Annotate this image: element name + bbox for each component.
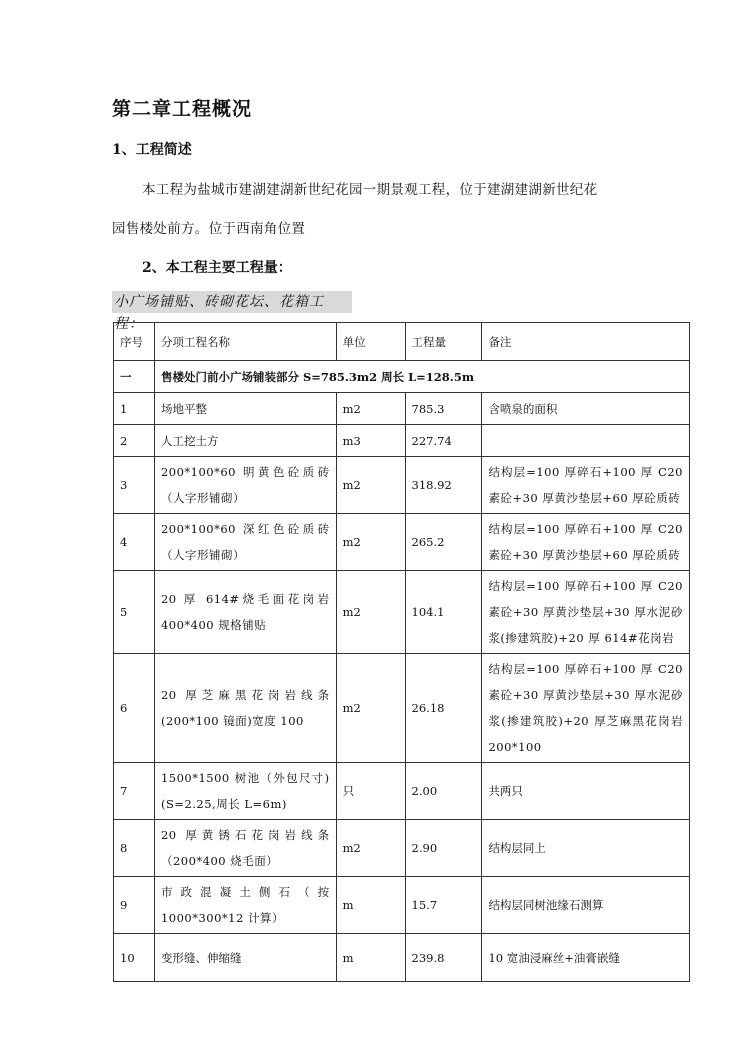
cell-note: 结构层=100 厚碎石+100 厚 C20 素砼+30 厚黄沙垫层+60 厚砼质砖 [482, 514, 690, 571]
cell-name: 变形缝、伸缩缝 [154, 934, 336, 982]
cell-note [482, 425, 690, 457]
cell-note: 结构层同树池缘石测算 [482, 877, 690, 934]
cell-unit: m2 [336, 571, 405, 654]
table-row [114, 514, 690, 571]
table-header-row [114, 323, 690, 361]
cell-name: 20 厚黄锈石花岗岩线条（200*400 烧毛面） [154, 820, 336, 877]
cell-qty: 227.74 [405, 425, 482, 457]
cell-no: 9 [114, 877, 155, 934]
cell-no: 6 [114, 654, 155, 763]
cell-qty: 239.8 [405, 934, 482, 982]
cell-unit: m2 [336, 393, 405, 425]
cell-unit: m2 [336, 654, 405, 763]
cell-no: 5 [114, 571, 155, 654]
section-1-paragraph-line-1: 本工程为盐城市建湖建湖新世纪花园一期景观工程，位于建湖建湖新世纪花 [142, 182, 598, 198]
cell-qty: 26.18 [405, 654, 482, 763]
table-row [114, 457, 690, 514]
cell-qty: 318.92 [405, 457, 482, 514]
subsection-banner: 小广场铺贴、砖砌花坛、花箱工程： [112, 291, 352, 313]
cell-qty: 785.3 [405, 393, 482, 425]
cell-unit: m [336, 934, 405, 982]
cell-note: 结构层同上 [482, 820, 690, 877]
cell-note: 含喷泉的面积 [482, 393, 690, 425]
table-subheader-row [114, 361, 690, 393]
chapter-title: 第二章工程概况 [112, 98, 253, 120]
cell-unit: m3 [336, 425, 405, 457]
cell-unit: m2 [336, 457, 405, 514]
table-row [114, 820, 690, 877]
section-1-heading: 1、工程简述 [112, 142, 192, 158]
cell-qty: 15.7 [405, 877, 482, 934]
cell-no: 1 [114, 393, 155, 425]
cell-name: 20 厚芝麻黑花岗岩线条(200*100 镜面)宽度 100 [154, 654, 336, 763]
cell-qty: 2.90 [405, 820, 482, 877]
cell-name: 市政混凝土侧石（按 1000*300*12 计算） [154, 877, 336, 934]
cell-unit: m2 [336, 514, 405, 571]
cell-name: 200*100*60 明黄色砼质砖（人字形铺砌） [154, 457, 336, 514]
header-unit: 单位 [336, 323, 405, 361]
cell-qty: 2.00 [405, 763, 482, 820]
subheader-text: 售楼处门前小广场铺装部分 S=785.3m2 周长 L=128.5m [154, 361, 689, 393]
cell-name: 200*100*60 深红色砼质砖（人字形铺砌） [154, 514, 336, 571]
table-row [114, 393, 690, 425]
cell-name: 人工挖土方 [154, 425, 336, 457]
cell-no: 10 [114, 934, 155, 982]
cell-name: 20 厚 614#烧毛面花岗岩 400*400 规格铺贴 [154, 571, 336, 654]
section-1-paragraph-line-2: 园售楼处前方。位于西南角位置 [112, 221, 306, 237]
cell-name: 1500*1500 树池（外包尺寸)(S=2.25,周长 L=6m) [154, 763, 336, 820]
cell-no: 2 [114, 425, 155, 457]
header-no: 序号 [114, 323, 155, 361]
section-2-heading: 2、本工程主要工程量： [142, 260, 292, 276]
cell-qty: 104.1 [405, 571, 482, 654]
cell-note: 结构层=100 厚碎石+100 厚 C20 素砼+30 厚黄沙垫层+30 厚水泥砂浆(掺建筑胶)+20 厚芝麻黑花岗岩 200*100 [482, 654, 690, 763]
header-note: 备注 [482, 323, 690, 361]
cell-no: 8 [114, 820, 155, 877]
cell-note: 10 宽油浸麻丝+油膏嵌缝 [482, 934, 690, 982]
table-row [114, 654, 690, 763]
cell-note: 结构层=100 厚碎石+100 厚 C20 素砼+30 厚黄沙垫层+30 厚水泥砂浆(掺建筑胶)+20 厚 614#花岗岩 [482, 571, 690, 654]
table-row [114, 763, 690, 820]
cell-note: 共两只 [482, 763, 690, 820]
cell-qty: 265.2 [405, 514, 482, 571]
header-name: 分项工程名称 [154, 323, 336, 361]
cell-unit: m [336, 877, 405, 934]
subheader-index: 一 [114, 361, 155, 393]
cell-name: 场地平整 [154, 393, 336, 425]
quantities-table [113, 322, 690, 982]
cell-unit: 只 [336, 763, 405, 820]
table-row [114, 934, 690, 982]
table-row [114, 571, 690, 654]
table-row [114, 425, 690, 457]
cell-no: 7 [114, 763, 155, 820]
cell-no: 4 [114, 514, 155, 571]
header-qty: 工程量 [405, 323, 482, 361]
cell-unit: m2 [336, 820, 405, 877]
cell-no: 3 [114, 457, 155, 514]
cell-note: 结构层=100 厚碎石+100 厚 C20 素砼+30 厚黄沙垫层+60 厚砼质砖 [482, 457, 690, 514]
table-row [114, 877, 690, 934]
